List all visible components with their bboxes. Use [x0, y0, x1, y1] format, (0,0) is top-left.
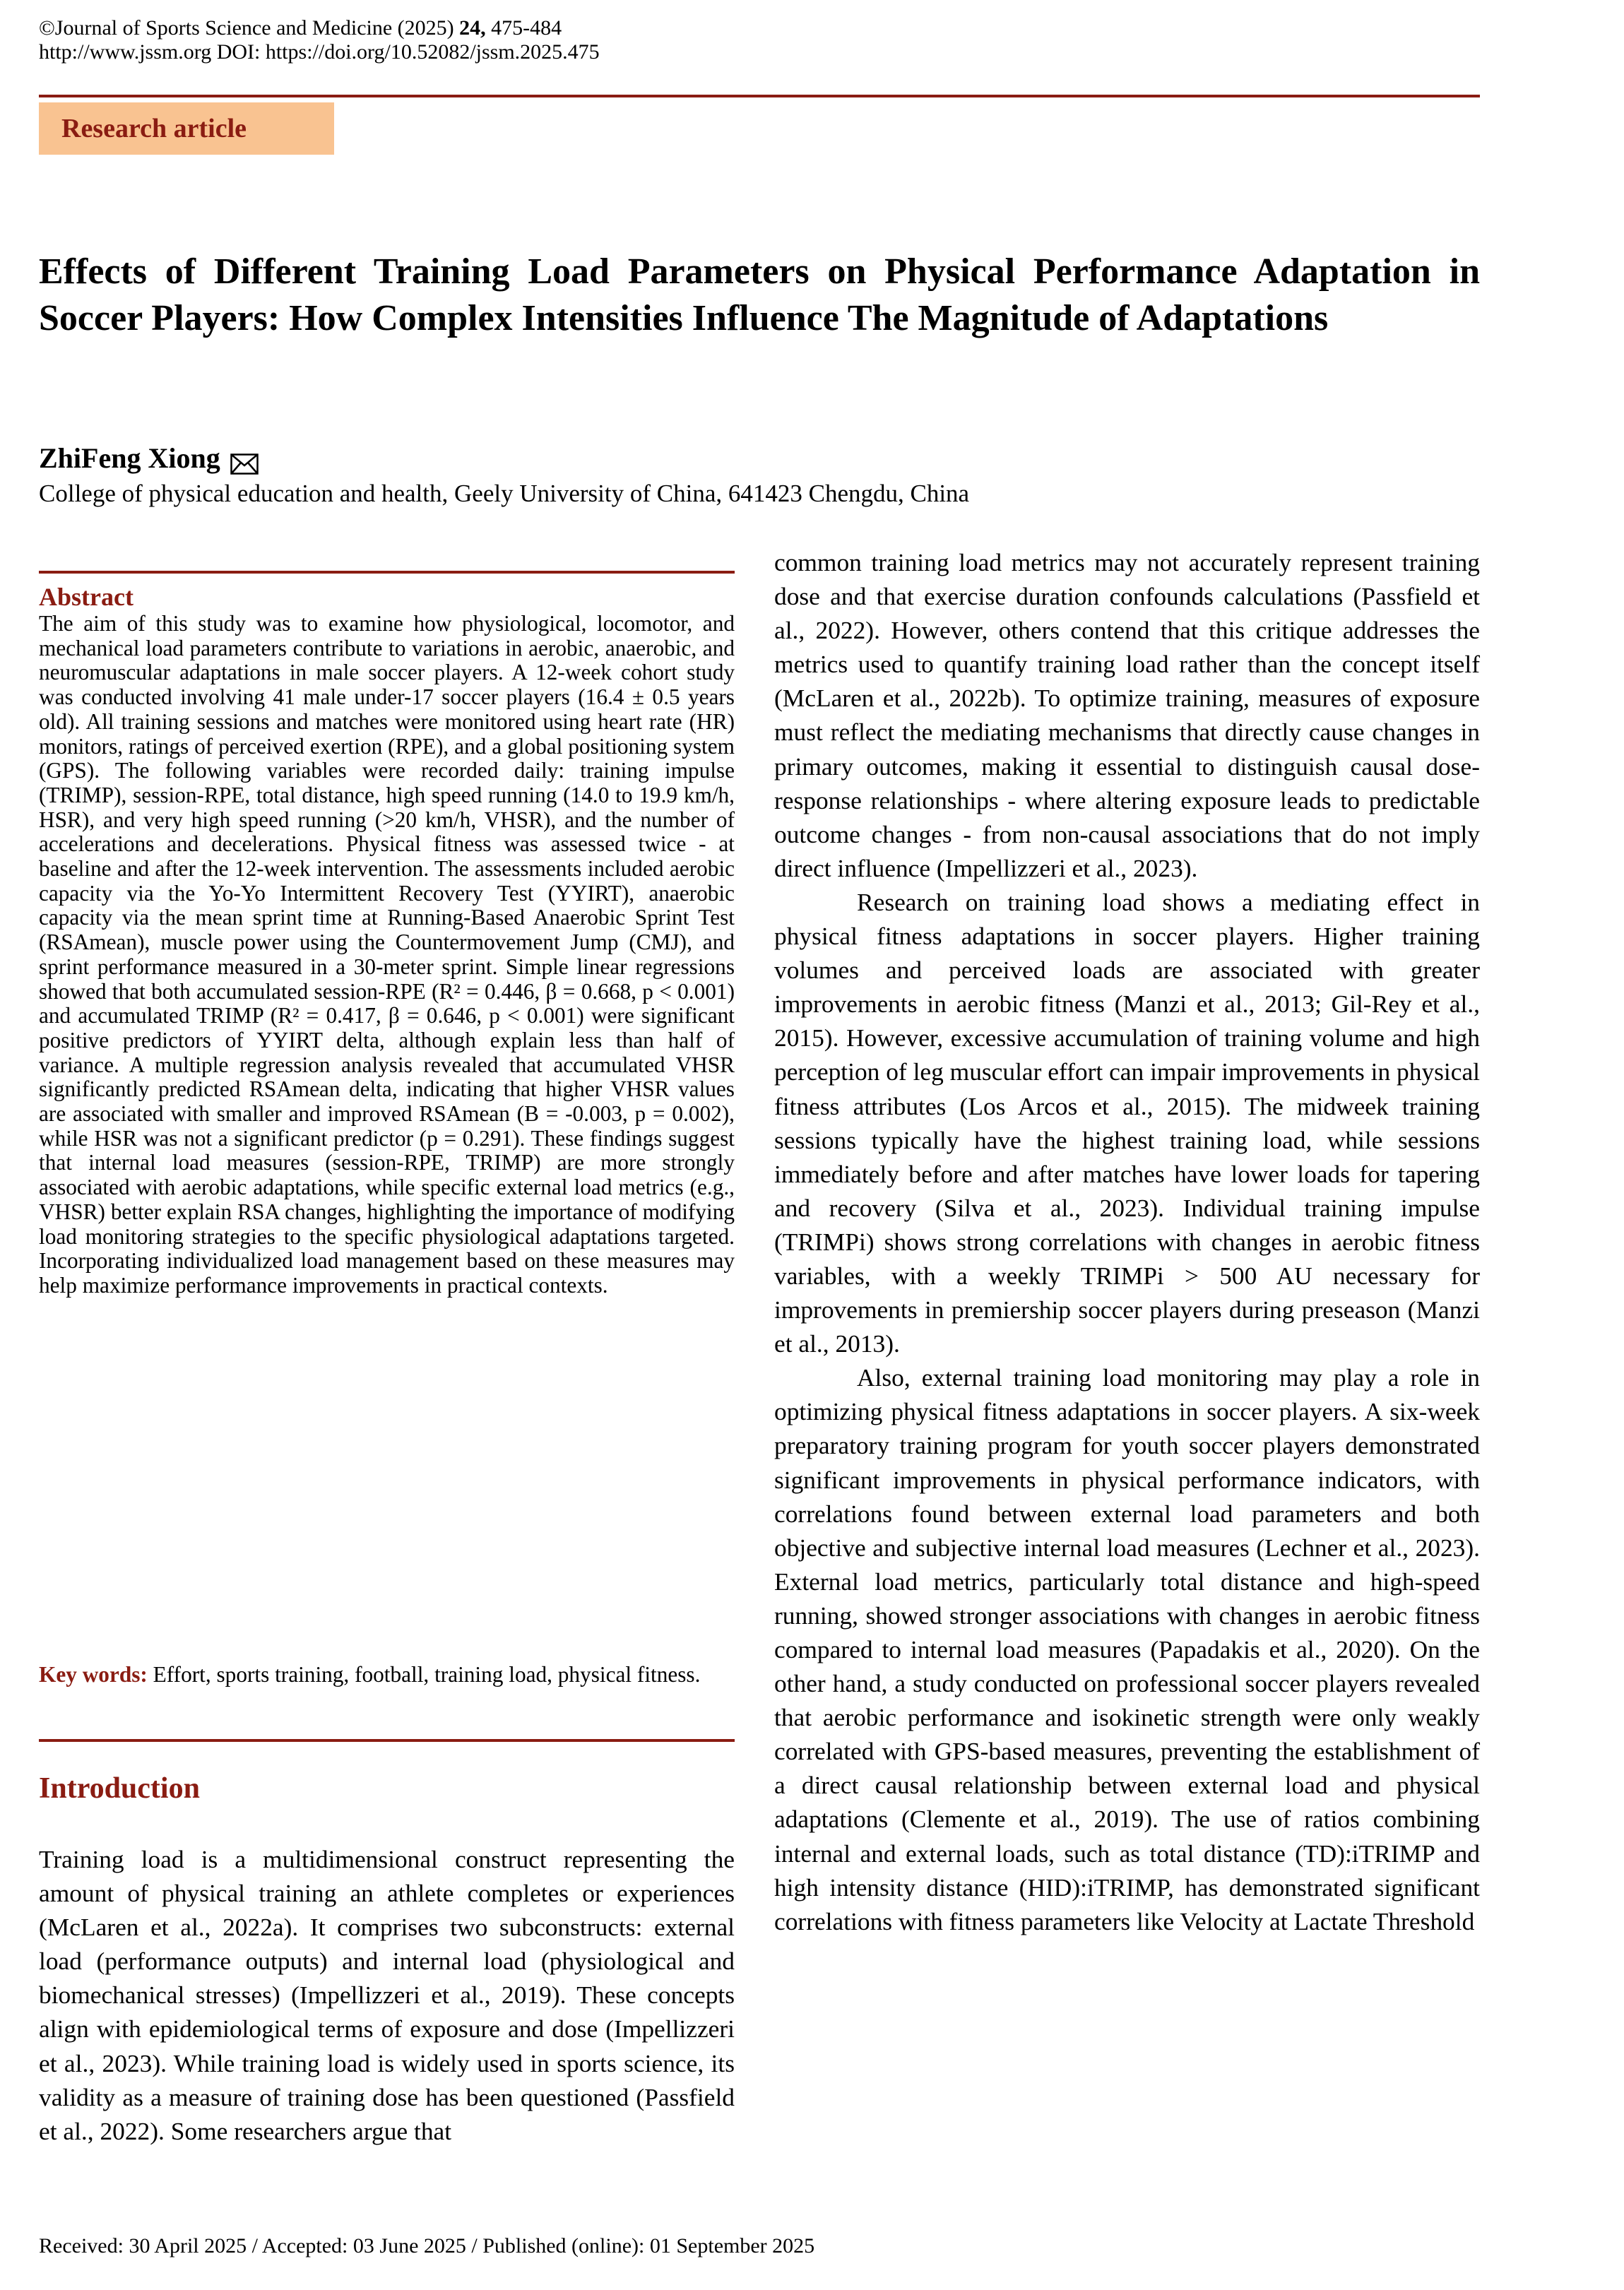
intro-paragraph-2: Research on training load shows a mediating effect in physical fitness adaptations in soccer players. Higher training volumes and perceived loads are associated with greater improvements in aerobic fitness (Manzi et al., 2013; Gil-Rey et al., 2015). However, excessive accumulation of training volume and high perception of leg muscular effort can impair improvements in physical fitness attributes (Los Arcos et al., 2015). The midweek training sessions typically have the highest training load, while sessions immediately before and after matches have lower loads for tapering and recovery (Silva et al., 2023). Individual training impulse (TRIMPi) shows strong correlations with changes in aerobic fitness variables, with a weekly TRIMPi > 500 AU necessary for improvements in premiership soccer players during preseason (Manzi et al., 2013).: [774, 887, 1480, 1358]
article-type-badge: Research article: [39, 102, 334, 155]
journal-citation: ©Journal of Sports Science and Medicine (2025): [39, 16, 460, 40]
mail-icon[interactable]: [230, 448, 259, 469]
journal-header: [39, 16, 562, 41]
abstract-heading: Abstract: [39, 583, 134, 611]
keywords-text: Effort, sports training, football, training load, physical fitness.: [147, 1662, 701, 1687]
abstract-top-rule: [39, 571, 735, 574]
publication-dates: Received: 30 April 2025 / Accepted: 03 June 2025 / Published (online): 01 September 2025: [39, 2234, 815, 2258]
right-column: [774, 545, 1480, 1938]
keywords-label: Key words:: [39, 1662, 148, 1687]
intro-paragraph-1-continued: common training load metrics may not accurately represent training dose and that exercise duration confounds calculations (Passfield et al., 2022). However, others contend that this critique addresses the metrics used to quantify training load rather than the concept itself (McLaren et al., 2022b). To optimize training, measures of exposure must reflect the mediating mechanisms that directly cause changes in primary outcomes, making it essential to distinguish causal dose-response relationships - where altering exposure leads to predictable outcome changes - from non-causal associations that do not imply direct influence (Impellizzeri et al., 2023).: [774, 548, 1480, 882]
intro-paragraph-3: Also, external training load monitoring may play a role in optimizing physical fitness adaptations in soccer players. A six-week preparatory training program for youth soccer players demonstrated significant improvements in physical performance indicators, with correlations found between external load parameters and both objective and subjective internal load measures (Lechner et al., 2023). External load metrics, particularly total distance and high-speed running, showed stronger associations with changes in aerobic fitness compared to internal load measures (Papadakis et al., 2020). On the other hand, a study conducted on professional soccer players revealed that aerobic performance and isokinetic strength were only weakly correlated with GPS-based measures, preventing the establishment of a direct causal relationship between external load and physical adaptations (Clemente et al., 2019). The use of ratios combining internal and external loads, such as total distance (TD):iTRIMP and high intensity distance (HID):iTRIMP, has demonstrated significant correlations with fitness parameters like Velocity at Lactate Threshold: [774, 1363, 1480, 1935]
keywords: [39, 1663, 735, 1687]
journal-pages: 475-484: [485, 16, 562, 40]
intro-paragraph-1: Training load is a multidimensional construct representing the amount of physical training an athlete completes or experiences (McLaren et al., 2022a). It comprises two subconstructs: external load (performance outputs) and internal load (physiological and biomechanical stresses) (Impellizzeri et al., 2019). These concepts align with epidemiological terms of exposure and dose (Impellizzeri et al., 2023). While training load is widely used in sports science, its validity as a measure of training dose has been questioned (Passfield et al., 2022). Some researchers argue that: [39, 1845, 735, 2145]
article-title: Effects of Different Training Load Parameters on Physical Performance Adaptation in Soccer Players: How Complex Intensities Influence The Magnitude of Adaptations: [39, 251, 1480, 338]
journal-volume: 24,: [459, 16, 486, 40]
journal-doi-line: http://www.jssm.org DOI: https://doi.org/10.52082/jssm.2025.475: [39, 40, 600, 64]
abstract-bottom-rule: [39, 1739, 735, 1742]
abstract-text: The aim of this study was to examine how physiological, locomotor, and mechanical load parameters contribute to variations in aerobic, anaerobic, and neuromuscular adaptations in male soccer players. A 12-week cohort study was conducted involving 41 male under-17 soccer players (16.4 ± 0.5 years old). All training sessions and matches were monitored using heart rate (HR) monitors, ratings of perceived exertion (RPE), and a global positioning system (GPS). The following variables were recorded daily: training impulse (TRIMP), session-RPE, total distance, high speed running (14.0 to 19.9 km/h, HSR), and very high speed running (>20 km/h, VHSR), and the number of accelerations and decelerations. Physical fitness was assessed twice - at baseline and after the 12-week intervention. The assessments included aerobic capacity via the Yo-Yo Intermittent Recovery Test (YYIRT), anaerobic capacity via the mean sprint time at Running-Based Anaerobic Sprint Test (RSAmean), muscle power using the Countermovement Jump (CMJ), and sprint performance measured in a 30-meter sprint. Simple linear regressions showed that both accumulated session-RPE (R² = 0.446, β = 0.668, p < 0.001) and accumulated TRIMP (R² = 0.417, β = 0.646, p < 0.001) were significant positive predictors of YYIRT delta, although explain less than half of variance. A multiple regression analysis revealed that accumulated VHSR significantly predicted RSAmean delta, indicating that higher VHSR values are associated with smaller and improved RSAmean (B = -0.003, p = 0.002), while HSR was not a significant predictor (p = 0.291). These findings suggest that internal load measures (session-RPE, TRIMP) are more strongly associated with aerobic adaptations, while specific external load metrics (e.g., VHSR) better explain RSA changes, highlighting the importance of modifying load monitoring strategies to the specific physiological adaptations targeted. Incorporating individualized load management based on these measures may help maximize performance improvements in practical contexts.: [39, 611, 735, 1298]
introduction-heading: Introduction: [39, 1772, 200, 1805]
author-line: [39, 441, 259, 476]
header-rule: [39, 95, 1480, 97]
author-name: ZhiFeng Xiong: [39, 442, 220, 474]
author-affiliation: College of physical education and health, Geely University of China, 641423 Chengdu, China: [39, 480, 970, 507]
